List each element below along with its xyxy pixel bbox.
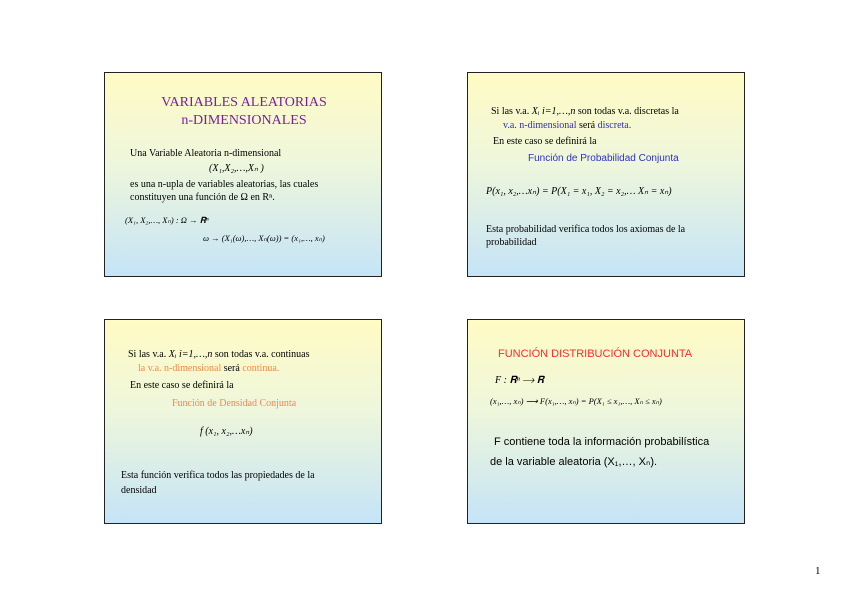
slide3-text-line5: Esta función verifica todos las propiedades de la bbox=[121, 470, 315, 481]
slide2-text-line2 bbox=[503, 120, 631, 131]
slide1-formula1: (X₁, X₂,…, Xₙ) : Ω → 𝐑ⁿ bbox=[125, 215, 209, 225]
slide2-line1-var: Xᵢ i=1,…,n bbox=[531, 106, 576, 117]
slide2-formula: P(x₁, x₂,…xₙ) = P(X₁ = x₁, X₂ = x₂,… Xₙ = xₙ) bbox=[486, 186, 672, 197]
slide2-text-line6: probabilidad bbox=[486, 237, 537, 248]
slide3-text-line1 bbox=[128, 349, 309, 360]
slide1-title-line2: n-DIMENSIONALES bbox=[181, 113, 307, 128]
slide-discrete-joint-probability bbox=[467, 72, 745, 277]
slide1-text-line1: Una Variable Aleatoria n-dimensional bbox=[130, 148, 282, 159]
slide1-text-line4: constituyen una función de Ω en Rⁿ. bbox=[130, 192, 275, 203]
slide3-line2-mid: será bbox=[223, 363, 240, 374]
slide3-text-line2 bbox=[138, 363, 279, 374]
slide2-subtitle: Función de Probabilidad Conjunta bbox=[528, 153, 679, 164]
slide1-tuple: (X₁,X₂,…,Xₙ ) bbox=[209, 163, 264, 174]
slide2-text-line3: En este caso se definirá la bbox=[493, 136, 597, 147]
slide3-line1-var: Xᵢ i=1,…,n bbox=[168, 349, 213, 360]
slide4-text-line2: de la variable aleatoria (X₁,…, Xₙ). bbox=[490, 456, 658, 468]
slide3-line2-end: continua. bbox=[242, 363, 280, 374]
slide3-line2-colored: la v.a. n-dimensional bbox=[138, 363, 222, 374]
slide4-formula1: F : 𝐑ⁿ ⟶ 𝐑 bbox=[495, 375, 545, 386]
slide1-text-line3: es una n-upla de variables aleatorias, las cuales bbox=[130, 179, 319, 190]
page-number: 1 bbox=[815, 565, 821, 577]
slide4-text-line1: F contiene toda la información probabilística bbox=[494, 436, 710, 448]
slide-joint-distribution-function bbox=[467, 319, 745, 524]
slide2-line1-suffix: son todas v.a. discretas la bbox=[577, 106, 679, 117]
slide-random-vectors bbox=[104, 72, 382, 277]
slide4-title: FUNCIÓN DISTRIBUCIÓN CONJUNTA bbox=[498, 348, 693, 360]
slide2-text-line5: Esta probabilidad verifica todos los axiomas de la bbox=[486, 224, 686, 235]
slide2-line2-mid: será bbox=[579, 120, 596, 131]
slide3-line1-suffix: son todas v.a. continuas bbox=[214, 349, 310, 360]
slide3-subtitle: Función de Densidad Conjunta bbox=[172, 398, 297, 409]
slide3-line1-prefix: Si las v.a. bbox=[128, 349, 167, 360]
slide3-text-line6: densidad bbox=[121, 485, 157, 496]
slide2-line1-prefix: Si las v.a. bbox=[491, 106, 530, 117]
slide1-formula2: ω → (X₁(ω),…, Xₙ(ω)) = (x₁,…, xₙ) bbox=[203, 233, 325, 243]
slide2-line2-end: discreta. bbox=[597, 120, 632, 131]
slide4-formula2: (x₁,…, xₙ) ⟶ F(x₁,…, xₙ) = P(X₁ ≤ x₁,…, Xₙ ≤ xₙ) bbox=[490, 396, 662, 406]
slide2-line2-colored: v.a. n-dimensional bbox=[503, 120, 577, 131]
slide2-text-line1 bbox=[491, 106, 679, 117]
slide-continuous-joint-density bbox=[104, 319, 382, 524]
slide1-title-line1: VARIABLES ALEATORIAS bbox=[161, 95, 327, 110]
slide3-formula: f (x₁, x₂,…xₙ) bbox=[200, 426, 253, 437]
slide3-text-line3: En este caso se definirá la bbox=[130, 380, 234, 391]
